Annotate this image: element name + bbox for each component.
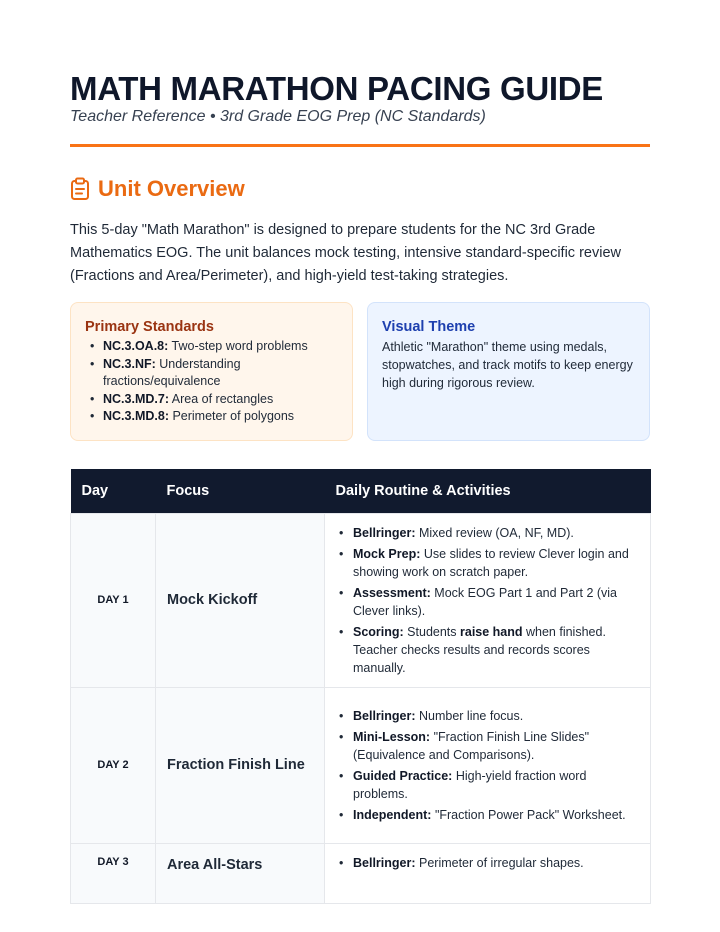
title-divider bbox=[70, 144, 650, 147]
activity-text: Perimeter of irregular shapes. bbox=[415, 855, 584, 870]
activity-item bbox=[337, 623, 638, 677]
standards-list bbox=[85, 338, 338, 426]
standard-item bbox=[85, 408, 338, 426]
day-label: DAY 3 bbox=[71, 843, 156, 903]
activity-text: Mock EOG Part 1 and Part 2 (via Clever links). bbox=[353, 585, 618, 618]
activity-text: "Fraction Finish Line Slides" (Equivalence and Comparisons). bbox=[353, 729, 590, 762]
visual-theme-card bbox=[367, 302, 650, 441]
column-header-activities: Daily Routine & Activities bbox=[325, 469, 651, 513]
activity-item bbox=[337, 707, 638, 725]
activity-item bbox=[337, 524, 638, 542]
page-title: MATH MARATHON PACING GUIDE bbox=[70, 70, 603, 107]
visual-theme-text: Athletic "Marathon" theme using medals, stopwatches, and track motifs to keep energy high during rigorous review. bbox=[382, 340, 633, 390]
column-header-focus: Focus bbox=[156, 469, 325, 513]
activity-text: "Fraction Power Pack" Worksheet. bbox=[431, 807, 626, 822]
activity-item bbox=[337, 767, 638, 803]
activity-text: High-yield fraction word problems. bbox=[353, 768, 587, 801]
focus-title: Area All-Stars bbox=[156, 843, 325, 903]
activity-text: Use slides to review Clever login and showing work on scratch paper. bbox=[353, 546, 629, 579]
table-row bbox=[71, 687, 651, 843]
activity-label: Assessment: bbox=[353, 585, 431, 600]
section-title: Unit Overview bbox=[98, 176, 245, 201]
page-subtitle: Teacher Reference • 3rd Grade EOG Prep (NC Standards) bbox=[70, 108, 486, 125]
standard-item bbox=[85, 356, 338, 391]
standard-code: NC.3.OA.8: bbox=[103, 339, 169, 353]
activity-text: Number line focus. bbox=[415, 708, 524, 723]
activity-label: Bellringer: bbox=[353, 855, 416, 870]
activity-label: Independent: bbox=[353, 807, 432, 822]
focus-title: Fraction Finish Line bbox=[156, 687, 325, 843]
standard-text: Area of rectangles bbox=[168, 391, 274, 406]
activity-label: Scoring: bbox=[353, 624, 404, 639]
activity-emphasis: raise hand bbox=[460, 624, 523, 639]
activities-list bbox=[337, 854, 638, 872]
table-row bbox=[71, 843, 651, 903]
primary-standards-card bbox=[70, 302, 353, 441]
activity-label: Guided Practice: bbox=[353, 768, 453, 783]
activity-label: Mock Prep: bbox=[353, 546, 421, 561]
activities-list bbox=[337, 707, 638, 824]
unit-intro-paragraph: This 5-day "Math Marathon" is designed to prepare students for the NC 3rd Grade Mathematics EOG. The unit balances mock testing, intensive standard-specific review (Fractions and Area/Perimeter), and high-yield test-taking strategies. bbox=[70, 222, 621, 284]
activities-cell bbox=[325, 687, 651, 843]
standard-code: NC.3.NF: bbox=[103, 356, 156, 371]
activity-label: Bellringer: bbox=[353, 525, 416, 540]
activities-cell bbox=[325, 843, 651, 903]
standard-text: Understanding fractions/equivalence bbox=[103, 356, 241, 388]
activities-list bbox=[337, 524, 638, 677]
standard-item bbox=[85, 391, 338, 409]
activity-item bbox=[337, 854, 638, 872]
activities-cell bbox=[325, 513, 651, 687]
standard-text: Perimeter of polygons bbox=[168, 409, 295, 423]
table-header-row bbox=[71, 469, 651, 513]
day-label: DAY 2 bbox=[71, 687, 156, 843]
activity-label: Mini-Lesson: bbox=[353, 729, 431, 744]
activity-item bbox=[337, 584, 638, 620]
day-label: DAY 1 bbox=[71, 513, 156, 687]
activity-text: Mixed review (OA, NF, MD). bbox=[415, 525, 574, 540]
standard-item bbox=[85, 338, 338, 356]
activity-item bbox=[337, 728, 638, 764]
standard-text: Two-step word problems bbox=[168, 339, 308, 353]
activity-text: Students bbox=[403, 624, 460, 639]
visual-theme-title: Visual Theme bbox=[382, 319, 476, 335]
focus-title: Mock Kickoff bbox=[156, 513, 325, 687]
pacing-table bbox=[70, 469, 651, 904]
clipboard-icon bbox=[70, 177, 90, 201]
activity-text: when finished. Teacher checks results and records scores manually. bbox=[353, 624, 606, 675]
standard-code: NC.3.MD.8: bbox=[103, 409, 169, 423]
activity-item bbox=[337, 545, 638, 581]
column-header-day: Day bbox=[71, 469, 156, 513]
standard-code: NC.3.MD.7: bbox=[103, 391, 169, 406]
table-row bbox=[71, 513, 651, 687]
primary-standards-title: Primary Standards bbox=[85, 319, 214, 335]
activity-item bbox=[337, 806, 638, 824]
unit-overview-heading bbox=[70, 176, 245, 202]
activity-label: Bellringer: bbox=[353, 708, 416, 723]
